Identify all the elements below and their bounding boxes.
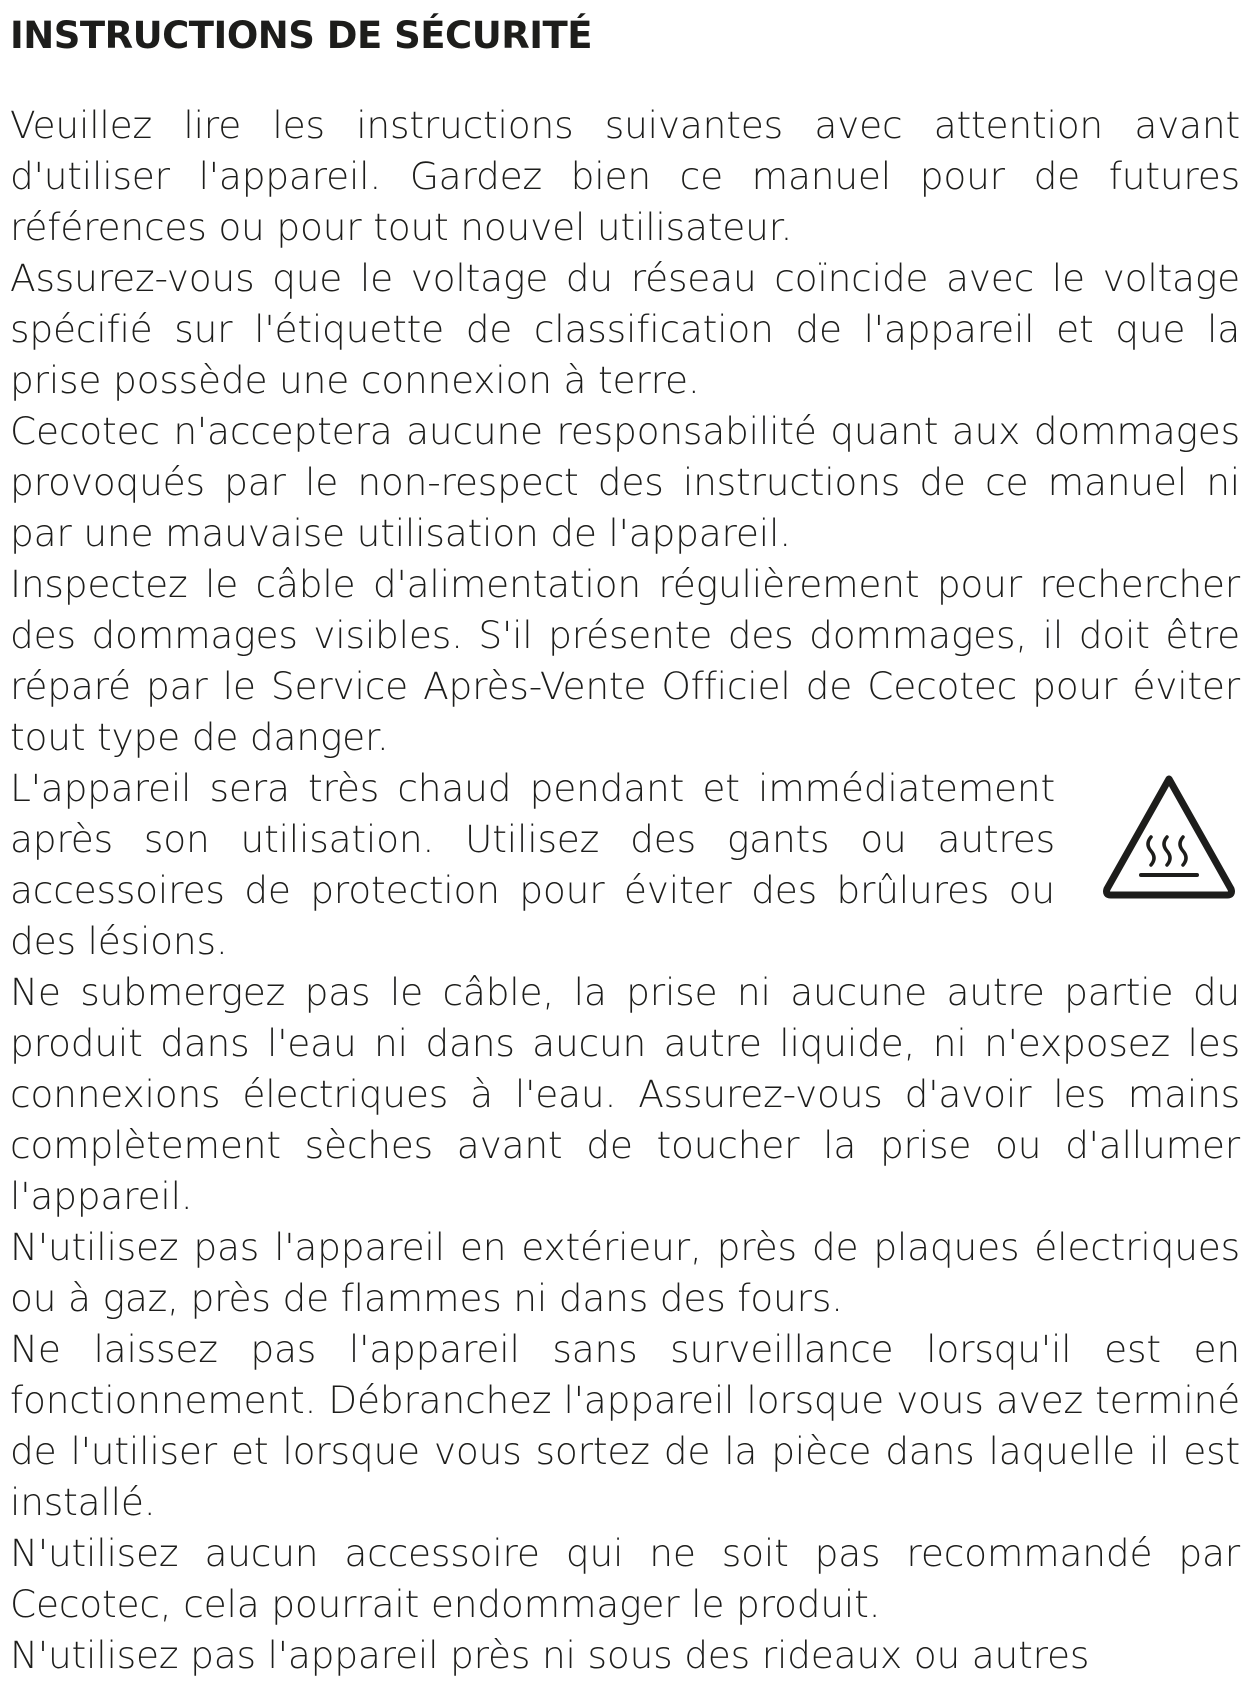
paragraph-hot-surface: L'appareil sera très chaud pendant et immédiatement après son utilisation. Utilisez des gants ou autres accessoires de protection pour éviter des brûlures ou des lésions. — [10, 766, 1055, 963]
paragraph-do-not-submerge: Ne submergez pas le câble, la prise ni aucune autre partie du produit dans l'eau ni dans aucun autre liquide, ni n'exposez les connexions électriques à l'eau. Assurez-vous d'avoir les mains complètement sèches avant de toucher la prise ou d'allumer l'appareil. — [10, 970, 1240, 1218]
document-page — [10, 12, 1240, 1681]
paragraph-read-instructions: Veuillez lire les instructions suivantes avec attention avant d'utiliser l'appareil. Gardez bien ce manuel pour de futures références ou pour tout nouvel utilisateur. — [10, 103, 1240, 249]
hot-surface-warning-block — [10, 763, 1240, 967]
paragraph-no-unattended: Ne laissez pas l'appareil sans surveillance lorsqu'il est en fonctionnement. Débranchez l'appareil lorsque vous avez terminé de l'utiliser et lorsque vous sortez de la pièce dans laquelle il est installé. — [10, 1327, 1240, 1524]
page-title: INSTRUCTIONS DE SÉCURITÉ — [10, 14, 593, 57]
paragraph-no-outdoor-use: N'utilisez pas l'appareil en extérieur, près de plaques électriques ou à gaz, près de flammes ni dans des fours. — [10, 1225, 1240, 1320]
paragraph-voltage: Assurez-vous que le voltage du réseau coïncide avec le voltage spécifié sur l'étiquette de classification de l'appareil et que la prise possède une connexion à terre. — [10, 256, 1240, 402]
paragraph-responsibility: Cecotec n'acceptera aucune responsabilité quant aux dommages provoqués par le non-respect des instructions de ce manuel ni par une mauvaise utilisation de l'appareil. — [10, 409, 1240, 555]
hot-surface-warning-icon — [1099, 771, 1239, 901]
paragraph-inspect-cable: Inspectez le câble d'alimentation régulièrement pour rechercher des dommages visibles. S'il présente des dommages, il doit être réparé par le Service Après-Vente Officiel de Cecotec pour éviter tout type de danger. — [10, 562, 1240, 759]
paragraph-accessories: N'utilisez aucun accessoire qui ne soit pas recommandé par Cecotec, cela pourrait endommager le produit. — [10, 1531, 1240, 1626]
paragraph-curtains: N'utilisez pas l'appareil près ni sous des rideaux ou autres — [10, 1633, 1090, 1677]
